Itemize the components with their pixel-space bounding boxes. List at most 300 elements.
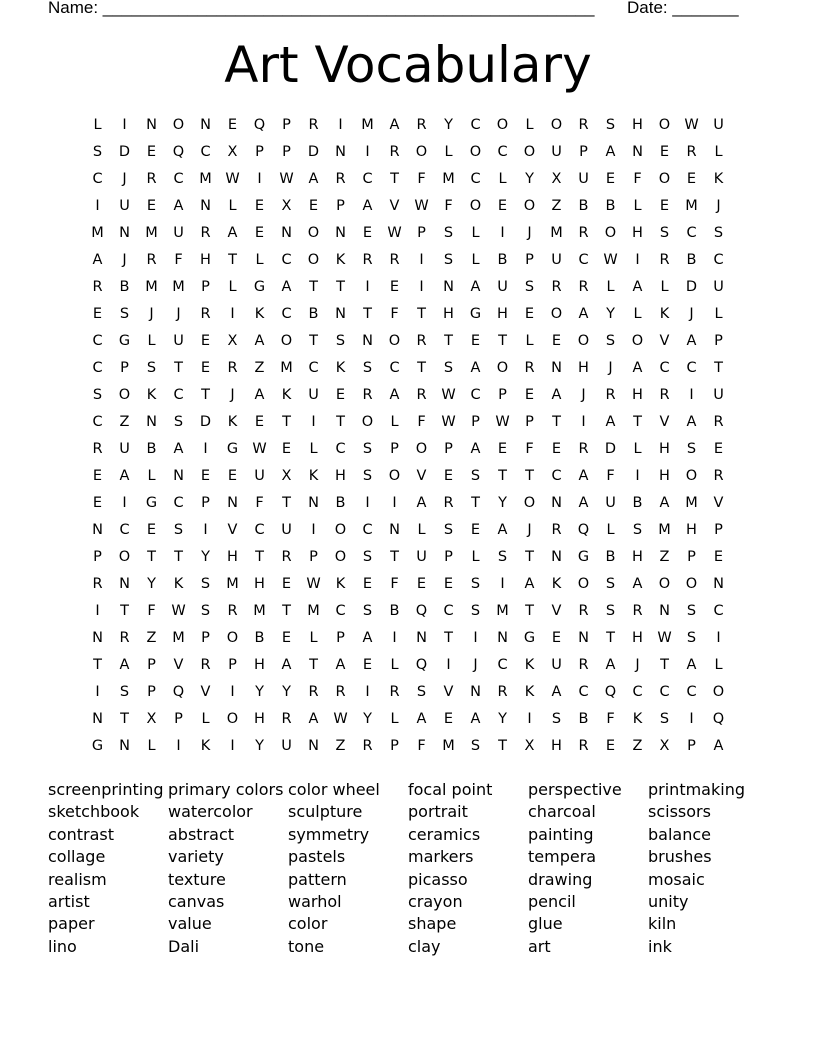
grid-letter[interactable]: F	[417, 171, 426, 187]
grid-letter[interactable]: P	[147, 657, 156, 673]
grid-letter[interactable]: Y	[363, 711, 372, 727]
grid-letter[interactable]: C	[497, 144, 508, 160]
grid-letter[interactable]: R	[578, 441, 589, 457]
grid-letter[interactable]: X	[551, 171, 562, 187]
grid-letter[interactable]: M	[307, 603, 320, 619]
grid-letter[interactable]: T	[282, 414, 291, 430]
grid-letter[interactable]: T	[552, 414, 561, 430]
grid-letter[interactable]: C	[713, 603, 724, 619]
grid-letter[interactable]: V	[173, 657, 184, 673]
grid-letter[interactable]: F	[444, 198, 453, 214]
grid-letter[interactable]: P	[336, 630, 345, 646]
grid-letter[interactable]: U	[713, 279, 724, 295]
grid-letter[interactable]: R	[416, 333, 427, 349]
grid-letter[interactable]: R	[605, 387, 616, 403]
grid-letter[interactable]: Y	[444, 117, 453, 133]
grid-letter[interactable]: S	[200, 603, 211, 619]
grid-letter[interactable]: Z	[335, 738, 346, 754]
grid-letter[interactable]: J	[122, 171, 127, 187]
grid-letter[interactable]: Q	[172, 144, 185, 160]
grid-letter[interactable]: P	[498, 387, 507, 403]
grid-letter[interactable]: T	[336, 279, 345, 295]
grid-letter[interactable]: M	[442, 738, 455, 754]
grid-letter[interactable]: N	[335, 225, 346, 241]
grid-letter[interactable]: K	[659, 306, 670, 322]
grid-letter[interactable]: S	[362, 603, 373, 619]
grid-letter[interactable]: I	[338, 117, 343, 133]
grid-letter[interactable]: A	[605, 144, 616, 160]
grid-letter[interactable]: Y	[255, 684, 264, 700]
grid-letter[interactable]: E	[497, 198, 508, 214]
grid-letter[interactable]: S	[416, 684, 427, 700]
grid-letter[interactable]: D	[307, 144, 320, 160]
grid-letter[interactable]: Y	[201, 549, 210, 565]
grid-letter[interactable]: C	[578, 252, 589, 268]
grid-letter[interactable]: L	[714, 657, 723, 673]
grid-letter[interactable]: A	[254, 387, 265, 403]
grid-letter[interactable]: W	[441, 414, 456, 430]
grid-letter[interactable]: N	[335, 144, 346, 160]
grid-letter[interactable]: J	[473, 657, 478, 673]
grid-letter[interactable]: P	[120, 360, 129, 376]
grid-letter[interactable]: T	[660, 657, 669, 673]
grid-letter[interactable]: E	[362, 225, 373, 241]
grid-letter[interactable]: P	[444, 549, 453, 565]
grid-letter[interactable]: C	[389, 360, 400, 376]
grid-letter[interactable]: N	[551, 549, 562, 565]
grid-letter[interactable]: U	[254, 468, 265, 484]
grid-letter[interactable]: F	[390, 306, 399, 322]
grid-letter[interactable]: N	[200, 117, 211, 133]
grid-letter[interactable]: V	[659, 333, 670, 349]
grid-letter[interactable]: E	[362, 576, 373, 592]
grid-letter[interactable]: S	[659, 225, 670, 241]
grid-letter[interactable]: C	[686, 360, 697, 376]
grid-letter[interactable]: I	[203, 522, 208, 538]
grid-letter[interactable]: K	[308, 468, 319, 484]
grid-letter[interactable]: C	[173, 171, 184, 187]
grid-letter[interactable]: K	[254, 306, 265, 322]
grid-letter[interactable]: J	[527, 522, 532, 538]
grid-letter[interactable]: H	[254, 657, 265, 673]
grid-letter[interactable]: P	[282, 144, 291, 160]
grid-letter[interactable]: T	[633, 414, 642, 430]
grid-letter[interactable]: O	[685, 468, 698, 484]
grid-letter[interactable]: Y	[255, 738, 264, 754]
grid-letter[interactable]: W	[495, 414, 510, 430]
grid-letter[interactable]: C	[335, 441, 346, 457]
grid-letter[interactable]: C	[173, 495, 184, 511]
grid-letter[interactable]: H	[443, 306, 454, 322]
grid-letter[interactable]: H	[551, 738, 562, 754]
grid-letter[interactable]: O	[658, 117, 671, 133]
grid-letter[interactable]: E	[92, 495, 103, 511]
grid-letter[interactable]: T	[336, 414, 345, 430]
grid-letter[interactable]: E	[659, 198, 670, 214]
grid-letter[interactable]: E	[335, 387, 346, 403]
grid-letter[interactable]: N	[713, 576, 724, 592]
grid-letter[interactable]: S	[686, 630, 697, 646]
grid-letter[interactable]: A	[308, 711, 319, 727]
grid-letter[interactable]: J	[608, 360, 613, 376]
grid-letter[interactable]: L	[471, 225, 480, 241]
grid-letter[interactable]: T	[390, 549, 399, 565]
grid-letter[interactable]: C	[362, 522, 373, 538]
grid-letter[interactable]: I	[176, 738, 181, 754]
grid-letter[interactable]: O	[523, 495, 536, 511]
grid-letter[interactable]: T	[147, 549, 156, 565]
grid-letter[interactable]: T	[228, 252, 237, 268]
grid-letter[interactable]: A	[389, 117, 400, 133]
grid-letter[interactable]: S	[686, 603, 697, 619]
grid-letter[interactable]: I	[635, 468, 640, 484]
grid-letter[interactable]: A	[578, 468, 589, 484]
grid-letter[interactable]: A	[173, 441, 184, 457]
grid-letter[interactable]: B	[632, 495, 643, 511]
grid-letter[interactable]: V	[551, 603, 562, 619]
grid-letter[interactable]: N	[227, 495, 238, 511]
grid-letter[interactable]: I	[95, 684, 100, 700]
grid-letter[interactable]: C	[497, 657, 508, 673]
grid-letter[interactable]: P	[417, 225, 426, 241]
grid-letter[interactable]: S	[173, 414, 184, 430]
grid-letter[interactable]: K	[632, 711, 643, 727]
grid-letter[interactable]: E	[659, 144, 670, 160]
grid-letter[interactable]: N	[497, 630, 508, 646]
grid-letter[interactable]: H	[632, 387, 643, 403]
grid-letter[interactable]: R	[713, 414, 724, 430]
grid-letter[interactable]: S	[173, 522, 184, 538]
grid-letter[interactable]: U	[308, 387, 319, 403]
grid-letter[interactable]: R	[578, 225, 589, 241]
grid-letter[interactable]: P	[525, 252, 534, 268]
grid-letter[interactable]: T	[417, 306, 426, 322]
grid-letter[interactable]: R	[578, 117, 589, 133]
grid-letter[interactable]: A	[281, 657, 292, 673]
grid-letter[interactable]: A	[632, 576, 643, 592]
grid-letter[interactable]: I	[230, 738, 235, 754]
grid-letter[interactable]: M	[199, 171, 212, 187]
grid-letter[interactable]: B	[119, 279, 130, 295]
grid-letter[interactable]: M	[658, 522, 671, 538]
grid-letter[interactable]: X	[524, 738, 535, 754]
grid-letter[interactable]: O	[469, 198, 482, 214]
grid-letter[interactable]: A	[92, 252, 103, 268]
grid-letter[interactable]: Q	[604, 684, 617, 700]
grid-letter[interactable]: L	[309, 630, 318, 646]
grid-letter[interactable]: E	[605, 738, 616, 754]
grid-letter[interactable]: L	[201, 711, 210, 727]
grid-letter[interactable]: E	[524, 387, 535, 403]
grid-letter[interactable]: P	[174, 711, 183, 727]
grid-letter[interactable]: V	[200, 684, 211, 700]
grid-letter[interactable]: P	[336, 198, 345, 214]
grid-letter[interactable]: W	[684, 117, 699, 133]
grid-letter[interactable]: A	[605, 657, 616, 673]
grid-letter[interactable]: T	[120, 711, 129, 727]
grid-letter[interactable]: U	[605, 495, 616, 511]
grid-letter[interactable]: A	[470, 441, 481, 457]
grid-letter[interactable]: K	[713, 171, 724, 187]
grid-letter[interactable]: L	[93, 117, 102, 133]
grid-letter[interactable]: R	[200, 225, 211, 241]
grid-letter[interactable]: I	[392, 630, 397, 646]
grid-letter[interactable]: S	[200, 576, 211, 592]
grid-letter[interactable]: R	[335, 684, 346, 700]
grid-letter[interactable]: R	[389, 144, 400, 160]
grid-letter[interactable]: O	[523, 198, 536, 214]
grid-letter[interactable]: S	[686, 441, 697, 457]
grid-letter[interactable]: Q	[415, 657, 428, 673]
grid-letter[interactable]: M	[361, 117, 374, 133]
grid-letter[interactable]: I	[716, 630, 721, 646]
grid-letter[interactable]: T	[282, 603, 291, 619]
grid-letter[interactable]: T	[174, 549, 183, 565]
grid-letter[interactable]: S	[470, 576, 481, 592]
grid-letter[interactable]: G	[577, 549, 590, 565]
grid-letter[interactable]: C	[254, 522, 265, 538]
grid-letter[interactable]: E	[389, 279, 400, 295]
grid-letter[interactable]: U	[281, 522, 292, 538]
grid-letter[interactable]: F	[147, 603, 156, 619]
grid-letter[interactable]: L	[606, 522, 615, 538]
grid-letter[interactable]: A	[362, 198, 373, 214]
grid-letter[interactable]: R	[227, 603, 238, 619]
grid-letter[interactable]: S	[92, 144, 103, 160]
grid-letter[interactable]: I	[365, 279, 370, 295]
grid-letter[interactable]: W	[441, 387, 456, 403]
grid-letter[interactable]: R	[308, 684, 319, 700]
grid-letter[interactable]: E	[551, 441, 562, 457]
grid-letter[interactable]: O	[523, 144, 536, 160]
grid-letter[interactable]: S	[443, 252, 454, 268]
grid-letter[interactable]: A	[605, 414, 616, 430]
grid-letter[interactable]: L	[633, 198, 642, 214]
grid-letter[interactable]: E	[254, 225, 265, 241]
grid-letter[interactable]: L	[525, 117, 534, 133]
grid-letter[interactable]: U	[713, 387, 724, 403]
grid-letter[interactable]: C	[119, 522, 130, 538]
grid-letter[interactable]: P	[201, 630, 210, 646]
grid-letter[interactable]: C	[470, 387, 481, 403]
grid-letter[interactable]: K	[200, 738, 211, 754]
grid-letter[interactable]: E	[146, 198, 157, 214]
grid-letter[interactable]: I	[203, 441, 208, 457]
grid-letter[interactable]: O	[577, 576, 590, 592]
grid-letter[interactable]: B	[686, 252, 697, 268]
grid-letter[interactable]: A	[578, 495, 589, 511]
grid-letter[interactable]: K	[551, 576, 562, 592]
grid-letter[interactable]: S	[470, 468, 481, 484]
grid-letter[interactable]: T	[525, 549, 534, 565]
grid-letter[interactable]: E	[146, 144, 157, 160]
grid-letter[interactable]: E	[92, 306, 103, 322]
grid-letter[interactable]: R	[524, 360, 535, 376]
grid-letter[interactable]: A	[686, 333, 697, 349]
grid-letter[interactable]: K	[227, 414, 238, 430]
grid-letter[interactable]: S	[470, 603, 481, 619]
grid-letter[interactable]: N	[146, 414, 157, 430]
grid-letter[interactable]: P	[147, 684, 156, 700]
grid-letter[interactable]: T	[444, 630, 453, 646]
grid-letter[interactable]: L	[444, 144, 453, 160]
grid-letter[interactable]: O	[280, 333, 293, 349]
grid-letter[interactable]: V	[443, 684, 454, 700]
grid-letter[interactable]: C	[308, 360, 319, 376]
grid-letter[interactable]: L	[633, 441, 642, 457]
grid-letter[interactable]: K	[281, 387, 292, 403]
grid-letter[interactable]: R	[119, 630, 130, 646]
grid-letter[interactable]: R	[335, 171, 346, 187]
grid-letter[interactable]: T	[714, 360, 723, 376]
grid-letter[interactable]: C	[659, 684, 670, 700]
grid-letter[interactable]: V	[389, 198, 400, 214]
grid-letter[interactable]: O	[226, 630, 239, 646]
grid-letter[interactable]: R	[281, 711, 292, 727]
grid-letter[interactable]: M	[496, 603, 509, 619]
grid-letter[interactable]: B	[308, 306, 319, 322]
grid-letter[interactable]: L	[525, 333, 534, 349]
grid-letter[interactable]: L	[309, 441, 318, 457]
grid-letter[interactable]: B	[578, 198, 589, 214]
grid-letter[interactable]: M	[685, 198, 698, 214]
grid-letter[interactable]: P	[444, 441, 453, 457]
grid-letter[interactable]: A	[470, 279, 481, 295]
grid-letter[interactable]: A	[551, 684, 562, 700]
grid-letter[interactable]: R	[659, 252, 670, 268]
grid-letter[interactable]: N	[200, 198, 211, 214]
grid-letter[interactable]: C	[281, 252, 292, 268]
grid-letter[interactable]: T	[498, 468, 507, 484]
grid-letter[interactable]: L	[390, 711, 399, 727]
grid-letter[interactable]: W	[306, 576, 321, 592]
grid-letter[interactable]: L	[660, 279, 669, 295]
grid-letter[interactable]: U	[551, 657, 562, 673]
grid-letter[interactable]: T	[174, 360, 183, 376]
grid-letter[interactable]: C	[686, 684, 697, 700]
grid-letter[interactable]: X	[227, 144, 238, 160]
grid-letter[interactable]: O	[118, 549, 131, 565]
grid-letter[interactable]: E	[551, 333, 562, 349]
grid-letter[interactable]: I	[581, 414, 586, 430]
grid-letter[interactable]: E	[416, 576, 427, 592]
grid-letter[interactable]: L	[147, 738, 156, 754]
grid-letter[interactable]: V	[416, 468, 427, 484]
grid-letter[interactable]: T	[120, 603, 129, 619]
grid-letter[interactable]: G	[118, 333, 131, 349]
grid-letter[interactable]: O	[469, 144, 482, 160]
grid-letter[interactable]: E	[713, 441, 724, 457]
grid-letter[interactable]: I	[365, 495, 370, 511]
grid-letter[interactable]: O	[685, 576, 698, 592]
grid-letter[interactable]: E	[686, 171, 697, 187]
grid-letter[interactable]: W	[279, 171, 294, 187]
grid-letter[interactable]: P	[390, 441, 399, 457]
grid-letter[interactable]: Z	[551, 198, 562, 214]
grid-letter[interactable]: N	[335, 306, 346, 322]
grid-letter[interactable]: U	[173, 333, 184, 349]
grid-letter[interactable]: R	[389, 252, 400, 268]
grid-letter[interactable]: Y	[498, 711, 507, 727]
grid-letter[interactable]: N	[551, 360, 562, 376]
grid-letter[interactable]: A	[632, 360, 643, 376]
grid-letter[interactable]: B	[605, 549, 616, 565]
grid-letter[interactable]: D	[199, 414, 212, 430]
grid-letter[interactable]: K	[335, 360, 346, 376]
grid-letter[interactable]: R	[362, 252, 373, 268]
grid-letter[interactable]: T	[390, 171, 399, 187]
grid-letter[interactable]: U	[551, 144, 562, 160]
grid-letter[interactable]: I	[122, 495, 127, 511]
grid-letter[interactable]: H	[632, 225, 643, 241]
grid-letter[interactable]: T	[309, 657, 318, 673]
grid-letter[interactable]: R	[713, 468, 724, 484]
grid-letter[interactable]: X	[227, 333, 238, 349]
grid-letter[interactable]: C	[578, 684, 589, 700]
grid-letter[interactable]: O	[604, 225, 617, 241]
grid-letter[interactable]: F	[255, 495, 264, 511]
grid-letter[interactable]: E	[470, 522, 481, 538]
grid-letter[interactable]: H	[659, 441, 670, 457]
grid-letter[interactable]: H	[335, 468, 346, 484]
grid-letter[interactable]: I	[365, 684, 370, 700]
grid-letter[interactable]: P	[714, 522, 723, 538]
grid-letter[interactable]: Q	[712, 711, 725, 727]
grid-letter[interactable]: G	[523, 630, 536, 646]
grid-letter[interactable]: O	[415, 441, 428, 457]
grid-letter[interactable]: S	[119, 684, 130, 700]
grid-letter[interactable]: N	[173, 468, 184, 484]
grid-letter[interactable]: A	[470, 360, 481, 376]
grid-letter[interactable]: N	[119, 225, 130, 241]
grid-letter[interactable]: I	[230, 684, 235, 700]
grid-letter[interactable]: S	[524, 279, 535, 295]
grid-letter[interactable]: Y	[606, 306, 615, 322]
grid-letter[interactable]: T	[498, 333, 507, 349]
grid-letter[interactable]: J	[176, 306, 181, 322]
grid-letter[interactable]: R	[416, 387, 427, 403]
grid-letter[interactable]: R	[578, 657, 589, 673]
grid-letter[interactable]: E	[281, 576, 292, 592]
grid-letter[interactable]: S	[119, 306, 130, 322]
grid-letter[interactable]: G	[253, 279, 266, 295]
grid-letter[interactable]: K	[524, 684, 535, 700]
grid-letter[interactable]: A	[281, 279, 292, 295]
grid-letter[interactable]: R	[362, 387, 373, 403]
grid-letter[interactable]: H	[659, 468, 670, 484]
grid-letter[interactable]: A	[416, 711, 427, 727]
grid-letter[interactable]: F	[390, 576, 399, 592]
grid-letter[interactable]: I	[95, 603, 100, 619]
grid-letter[interactable]: J	[122, 252, 127, 268]
grid-letter[interactable]: R	[281, 549, 292, 565]
grid-letter[interactable]: R	[632, 603, 643, 619]
grid-letter[interactable]: Z	[632, 738, 643, 754]
grid-letter[interactable]: K	[173, 576, 184, 592]
grid-letter[interactable]: N	[308, 738, 319, 754]
grid-letter[interactable]: P	[309, 549, 318, 565]
grid-letter[interactable]: E	[443, 576, 454, 592]
grid-letter[interactable]: O	[631, 333, 644, 349]
grid-letter[interactable]: P	[228, 657, 237, 673]
grid-letter[interactable]: A	[254, 333, 265, 349]
grid-letter[interactable]: W	[225, 171, 240, 187]
grid-letter[interactable]: V	[227, 522, 238, 538]
grid-letter[interactable]: N	[470, 684, 481, 700]
grid-letter[interactable]: N	[92, 711, 103, 727]
grid-letter[interactable]: T	[363, 306, 372, 322]
grid-letter[interactable]: N	[308, 495, 319, 511]
